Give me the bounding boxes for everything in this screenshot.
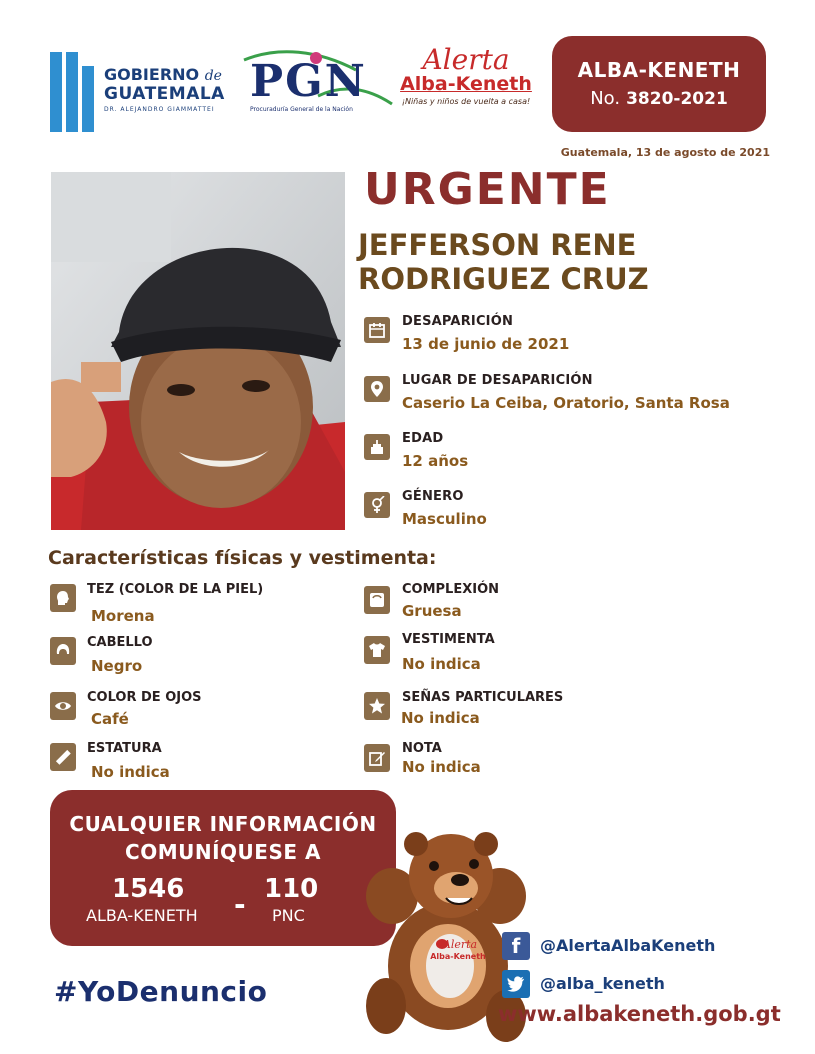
phone-pnc[interactable]: 110: [264, 874, 319, 904]
case-no-value: 3820-2021: [626, 89, 728, 109]
char-value: No indica: [402, 758, 481, 776]
location-pin-icon: [364, 376, 390, 402]
contact-line1: CUALQUIER INFORMACIÓN: [69, 812, 377, 836]
case-number-box: [552, 36, 766, 132]
char-label: COMPLEXIÓN: [402, 582, 500, 597]
alerta-word: Alerta: [422, 43, 510, 76]
char-label: TEZ (COLOR DE LA PIEL): [87, 582, 264, 597]
gov-de: de: [204, 68, 222, 84]
shirt-icon: [364, 636, 390, 664]
char-value: No indica: [401, 709, 480, 727]
gender-icon: [364, 492, 390, 518]
ruler-icon: [50, 743, 76, 771]
char-value: Negro: [91, 657, 143, 675]
missing-child-photo: [51, 172, 345, 530]
info-value: Caserio La Ceiba, Oratorio, Santa Rosa: [402, 394, 730, 412]
twitter-icon[interactable]: [502, 970, 530, 998]
eye-icon: [50, 692, 76, 720]
name-line2: RODRIGUEZ CRUZ: [358, 262, 649, 296]
gov-line1: GOBIERNO: [104, 65, 200, 84]
note-edit-icon: [364, 744, 390, 772]
info-value: 12 años: [402, 452, 469, 470]
info-label: EDAD: [402, 431, 444, 446]
birthday-cake-icon: [364, 434, 390, 460]
info-label: DESAPARICIÓN: [402, 314, 514, 329]
urgent-heading: URGENTE: [364, 164, 611, 215]
missing-person-name: [358, 228, 649, 296]
char-value: Morena: [91, 607, 155, 625]
alba-keneth-word: Alba-Keneth: [400, 73, 532, 95]
char-label: NOTA: [402, 741, 442, 756]
pgn-letters: PGN: [250, 56, 367, 107]
char-value: Gruesa: [402, 602, 462, 620]
website-link[interactable]: www.albakeneth.gob.gt: [498, 1002, 781, 1026]
char-label: ESTATURA: [87, 741, 162, 756]
badge-word2: Alba-Keneth: [430, 952, 486, 961]
pgn-logo: [238, 48, 394, 118]
star-icon: [364, 692, 390, 720]
child-portrait-image: [51, 172, 345, 530]
phone-label-alba-keneth: ALBA-KENETH: [86, 906, 198, 925]
gov-line3: DR. ALEJANDRO GIAMMATTEI: [104, 106, 215, 113]
pgn-subtitle: Procuraduría General de la Nación: [250, 106, 353, 113]
case-number: [552, 88, 766, 109]
alerta-alba-keneth-logo: [396, 43, 536, 116]
badge-word1: Alerta: [442, 938, 478, 951]
twitter-handle[interactable]: @alba_keneth: [540, 974, 665, 993]
hair-icon: [50, 637, 76, 665]
gobierno-logo-text: [104, 66, 225, 113]
char-label: SEÑAS PARTICULARES: [402, 690, 564, 705]
phone-label-pnc: PNC: [272, 906, 305, 925]
gov-line2: GUATEMALA: [104, 84, 225, 104]
char-value: Café: [91, 710, 129, 728]
facebook-icon[interactable]: f: [502, 932, 530, 960]
characteristics-heading: Características físicas y vestimenta:: [48, 547, 437, 569]
char-label: VESTIMENTA: [402, 632, 495, 647]
case-no-label: No.: [590, 88, 621, 109]
info-label: LUGAR DE DESAPARICIÓN: [402, 373, 593, 388]
info-label: GÉNERO: [402, 489, 464, 504]
char-value: No indica: [91, 763, 170, 781]
contact-box: [50, 790, 396, 946]
gobierno-logo-bars: [50, 52, 94, 132]
alerta-tagline: ¡Niñas y niños de vuelta a casa!: [401, 97, 531, 106]
calendar-icon: [364, 317, 390, 343]
info-value: 13 de junio de 2021: [402, 335, 570, 353]
scale-icon: [364, 586, 390, 614]
contact-line2: COMUNÍQUESE A: [125, 840, 321, 864]
info-value: Masculino: [402, 510, 487, 528]
name-line1: JEFFERSON RENE: [358, 228, 637, 262]
hashtag: #YoDenuncio: [54, 975, 268, 1008]
char-value: No indica: [402, 655, 481, 673]
case-title: ALBA-KENETH: [577, 58, 741, 82]
phone-separator: -: [234, 888, 246, 921]
facebook-handle[interactable]: @AlertaAlbaKeneth: [540, 936, 716, 955]
publication-date: Guatemala, 13 de agosto de 2021: [560, 146, 770, 159]
char-label: COLOR DE OJOS: [87, 690, 202, 705]
head-profile-icon: [50, 584, 76, 612]
char-label: CABELLO: [87, 635, 153, 650]
phone-alba-keneth[interactable]: 1546: [112, 874, 185, 904]
